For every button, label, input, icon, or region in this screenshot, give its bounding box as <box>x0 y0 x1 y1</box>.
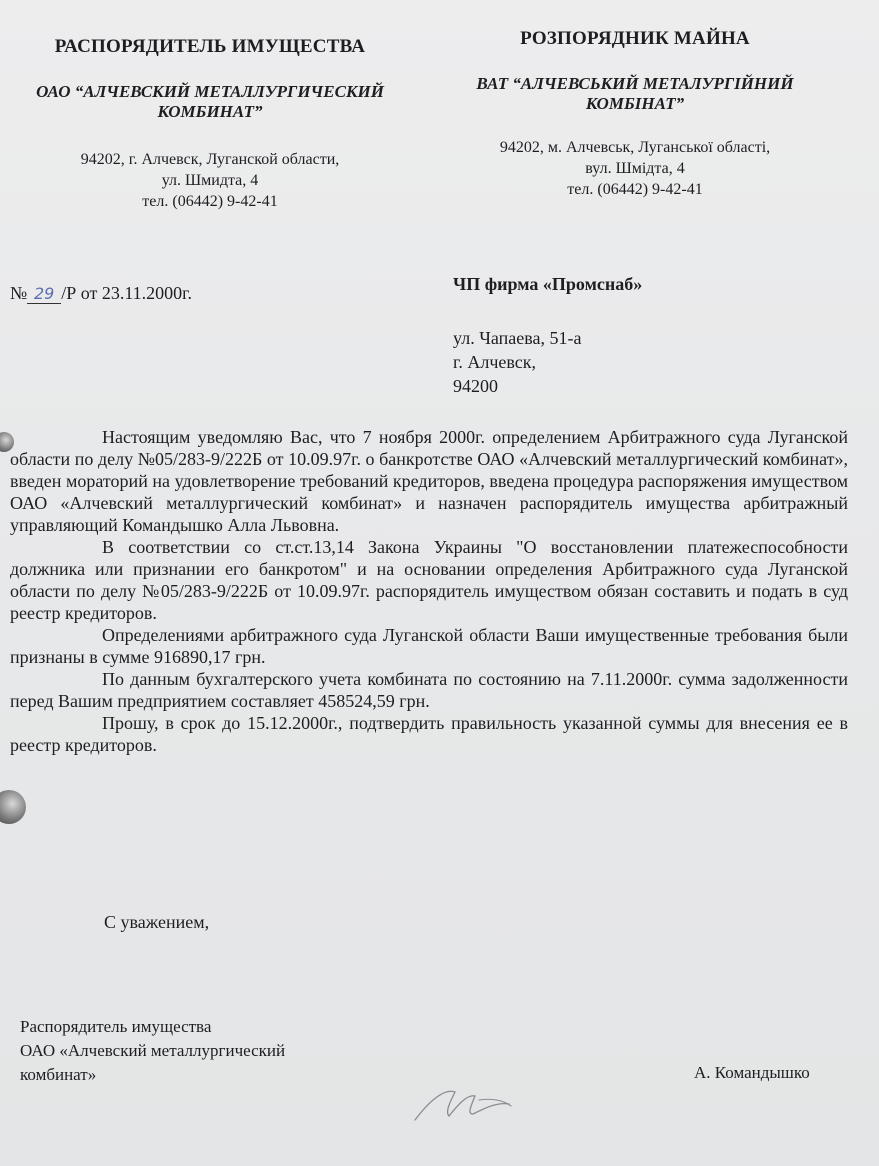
reference-handwritten-number: 29 <box>27 284 61 304</box>
header-left-org-line1: ОАО “АЛЧЕВСКИЙ МЕТАЛЛУРГИЧЕСКИЙ <box>36 82 384 101</box>
recipient-address <box>453 326 582 398</box>
handwritten-signature-mark <box>405 1080 525 1130</box>
body-paragraph-1: Настоящим уведомляю Вас, что 7 ноября 2000г. определением Арбитражного суда Луганской области по делу №05/283-9/222Б от 10.09.97г. о банкротстве ОАО «Алчевский металлургический комбинат», введен мораторий на удовлетворение требований кредиторов, введена процедура распоряжения имуществом ОАО «Алчевский металлургический комбинат» и назначен распорядитель имущества арбитражный управляющий Командышко Алла Львовна. <box>10 427 848 535</box>
header-left-org-line2: КОМБИНАТ” <box>157 102 263 121</box>
header-left-addr-line3: тел. (06442) 9-42-41 <box>142 193 278 210</box>
header-left <box>10 36 410 212</box>
recipient-name: ЧП фирма «Промснаб» <box>453 274 643 294</box>
letter-body <box>10 426 848 756</box>
header-right-addr-line3: тел. (06442) 9-42-41 <box>567 181 703 198</box>
header-right-title: РОЗПОРЯДНИК МАЙНА <box>520 28 750 49</box>
closing: С уважением, <box>104 912 210 932</box>
recipient-city: г. Алчевск, <box>453 352 537 372</box>
header-left-title: РАСПОРЯДИТЕЛЬ ИМУЩЕСТВА <box>54 36 366 57</box>
header-right-addr-line1: 94202, м. Алчевськ, Луганської області, <box>499 139 771 156</box>
reference-line <box>10 283 192 304</box>
header-right-addr-line2: вул. Шмідта, 4 <box>585 160 685 177</box>
header-left-addr-line2: ул. Шмидта, 4 <box>161 172 259 189</box>
reference-prefix: № <box>10 283 28 303</box>
signature-line3: комбинат» <box>20 1065 97 1084</box>
body-paragraph-5: Прошу, в срок до 15.12.2000г., подтвердить правильность указанной суммы для внесения ее в реестр кредиторов. <box>10 713 848 755</box>
recipient-zip: 94200 <box>453 376 498 396</box>
punch-hole-bottom <box>0 790 26 824</box>
body-paragraph-2: В соответствии со ст.ст.13,14 Закона Украины "О восстановлении платежеспособности должника или признании его банкротом" и на основании определения Арбитражного суда Луганской области по делу №05/283-9/222Б от 10.09.97г. распорядитель имуществом обязан составить и подать в суд реестр кредиторов. <box>10 537 848 623</box>
header-right <box>435 28 835 200</box>
reference-suffix: /Р от 23.11.2000г. <box>61 283 193 303</box>
header-right-org-line1: ВАТ “АЛЧЕВСЬКИЙ МЕТАЛУРГІЙНИЙ <box>476 74 794 93</box>
header-right-org-line2: КОМБІНАТ” <box>585 94 685 113</box>
body-paragraph-4: По данным бухгалтерского учета комбината по состоянию на 7.11.2000г. сумма задолженности перед Вашим предприятием составляет 458524,59 грн. <box>10 669 848 711</box>
signature-title-block <box>20 1015 285 1087</box>
signature-line2: ОАО «Алчевский металлургический <box>20 1041 286 1060</box>
signature-line1: Распорядитель имущества <box>20 1017 212 1036</box>
recipient-street: ул. Чапаева, 51-а <box>453 328 582 348</box>
header-left-addr-line1: 94202, г. Алчевск, Луганской области, <box>80 151 340 168</box>
signatory-name: А. Командышко <box>694 1063 810 1082</box>
body-paragraph-3: Определениями арбитражного суда Луганской области Ваши имущественные требования были признаны в сумме 916890,17 грн. <box>10 625 848 667</box>
